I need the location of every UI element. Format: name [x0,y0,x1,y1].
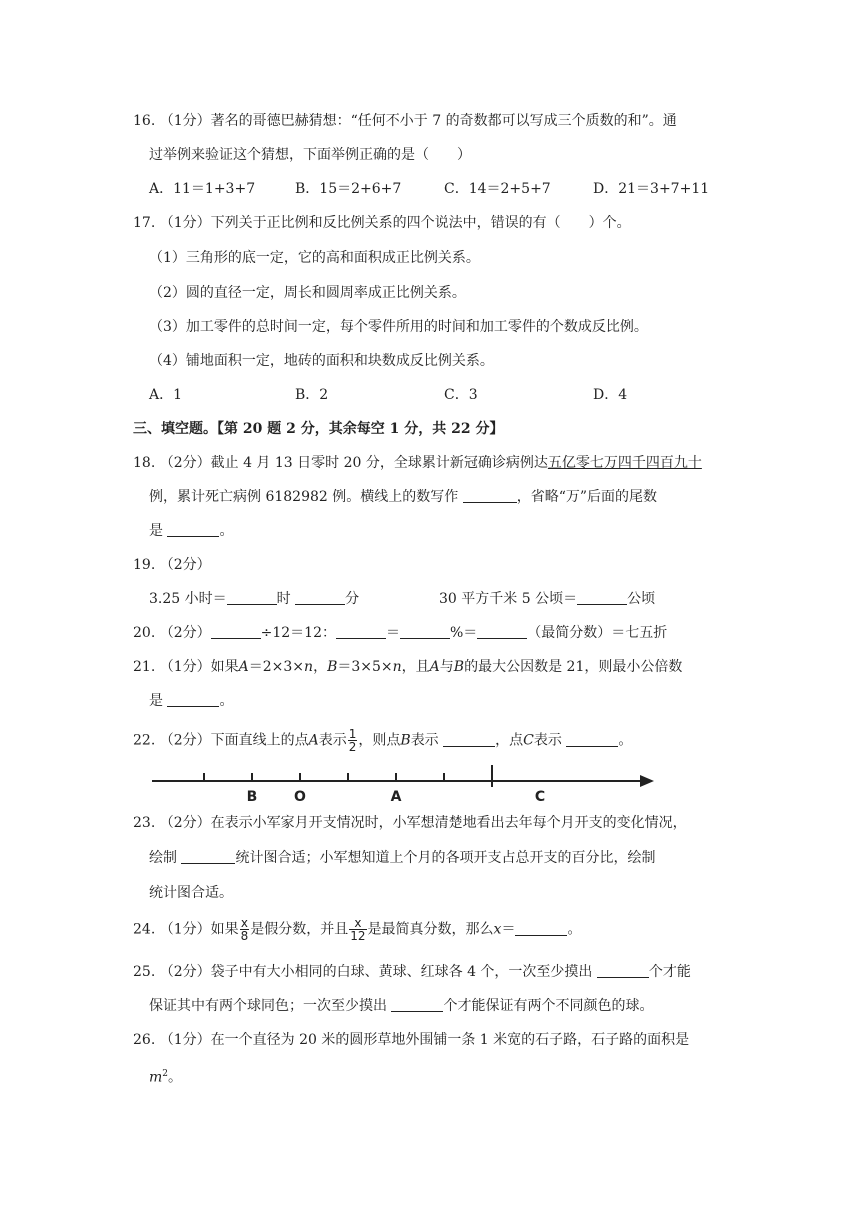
q17-option-a: A．1 [149,387,183,403]
point-label-a: A [390,789,402,805]
q16-option-b: B．15＝2+6+7 [295,181,402,197]
q18-underlined-number: 五亿零七万四千四百九十 [547,455,702,471]
q18-blank-2[interactable] [167,522,219,537]
q16-line1: 16. （1分）著名的哥德巴赫猜想：“任何不小于 7 的奇数都可以写成三个质数的和”。通 [133,113,677,129]
q25-blank-1[interactable] [597,963,649,978]
q20-blank-2[interactable] [336,624,386,639]
q21-line1: 21. （1分）如果A＝2×3×n，B＝3×5×n，且A与B的最大公因数是 21，则最小公倍数 [133,659,683,675]
q24-fraction-x-12: $\frac{x}{12}$ [350,916,366,943]
q17-item-2: （2）圆的直径一定，周长和圆周率成正比例关系。 [149,285,466,301]
q26-line2: $m^2$。 [149,1069,183,1086]
q19-blank-hours[interactable] [227,590,277,605]
q17-option-d: D．4 [593,387,628,403]
arrow-head-icon [640,775,654,787]
q17-item-1: （1）三角形的底一定，它的高和面积成正比例关系。 [149,250,480,266]
q17-line1: 17. （1分）下列关于正比例和反比例关系的四个说法中，错误的有（ ）个。 [133,215,631,231]
q24-line: 24. （1分）如果 $\frac{x}{8}$ 是假分数，并且 $\frac{x}{12}$ 是最简真分数，那么x＝ 。 [133,916,582,943]
q17-option-b: B．2 [295,387,329,403]
q16-option-a: A．11＝1+3+7 [149,181,256,197]
q22-line: 22. （2分）下面直线上的点A表示 $\frac{1}{2}$ ，则点B表示 ，点C表示 。 [133,727,633,754]
q23-line2: 绘制 统计图合适；小军想知道上个月的各项开支占总开支的百分比，绘制 [149,850,656,866]
q25-line2: 保证其中有两个球同色；一次至少摸出 个才能保证有两个不同颜色的球。 [149,998,654,1014]
q20-line: 20. （2分） ÷12＝12： ＝ %＝ （最简分数）＝七五折 [133,625,668,641]
q19-part-b: 30 平方千米 5 公顷＝ 公顷 [439,591,656,607]
q18-blank-1[interactable] [463,488,517,503]
q23-blank-1[interactable] [181,849,235,864]
q20-blank-3[interactable] [400,624,450,639]
q22-fraction-half: $\frac{1}{2}$ [348,727,357,754]
q25-line1: 25. （2分）袋子中有大小相同的白球、黄球、红球各 4 个，一次至少摸出 个才能 [133,964,691,980]
q19-blank-minutes[interactable] [295,590,345,605]
q16-option-c: C．14＝2+5+7 [444,181,551,197]
q18-line1: 18. （2分）截止 4 月 13 日零时 20 分，全球累计新冠确诊病例达五亿零七万四千四百九十 [133,455,702,471]
number-line-figure [0,760,860,820]
q23-line1: 23. （2分）在表示小军家月开支情况时，小军想清楚地看出去年每个月开支的变化情况， [133,815,687,831]
q17-item-4: （4）铺地面积一定，地砖的面积和块数成反比例关系。 [149,353,494,369]
section-heading: 三、填空题。【第 20 题 2 分，其余每空 1 分，共 22 分】 [133,421,504,437]
q25-blank-2[interactable] [391,997,443,1012]
q26-line1: 26. （1分）在一个直径为 20 米的圆形草地外围铺一条 1 米宽的石子路，石子路的面积是 [133,1032,690,1048]
q19-head: 19. （2分） [133,557,211,573]
q21-line2: 是 。 [149,693,234,709]
q23-line3: 统计图合适。 [149,885,233,901]
point-label-c: C [534,789,546,805]
point-label-b: B [246,789,258,805]
q24-fraction-x-8: $\frac{x}{8}$ [240,916,249,943]
q19-part-a: 3.25 小时＝ 时 分 [149,591,360,607]
q18-line2: 例，累计死亡病例 6182982 例。横线上的数写作 ，省略“万”后面的尾数 [149,489,658,505]
q21-blank[interactable] [167,692,219,707]
q18-line3: 是 。 [149,523,234,539]
q20-blank-1[interactable] [211,624,261,639]
q20-blank-4[interactable] [477,624,527,639]
q16-option-d: D．21＝3+7+11 [593,181,710,197]
q22-blank-c[interactable] [566,732,618,747]
q16-line2: 过举例来验证这个猜想，下面举例正确的是（ ） [149,147,471,163]
q22-blank-b[interactable] [443,732,495,747]
q17-item-3: （3）加工零件的总时间一定，每个零件所用的时间和加工零件的个数成反比例。 [149,319,648,335]
q17-option-c: C．3 [444,387,478,403]
q19-blank-hectares[interactable] [577,590,627,605]
q24-blank[interactable] [515,921,567,936]
point-label-o: O [294,789,306,805]
